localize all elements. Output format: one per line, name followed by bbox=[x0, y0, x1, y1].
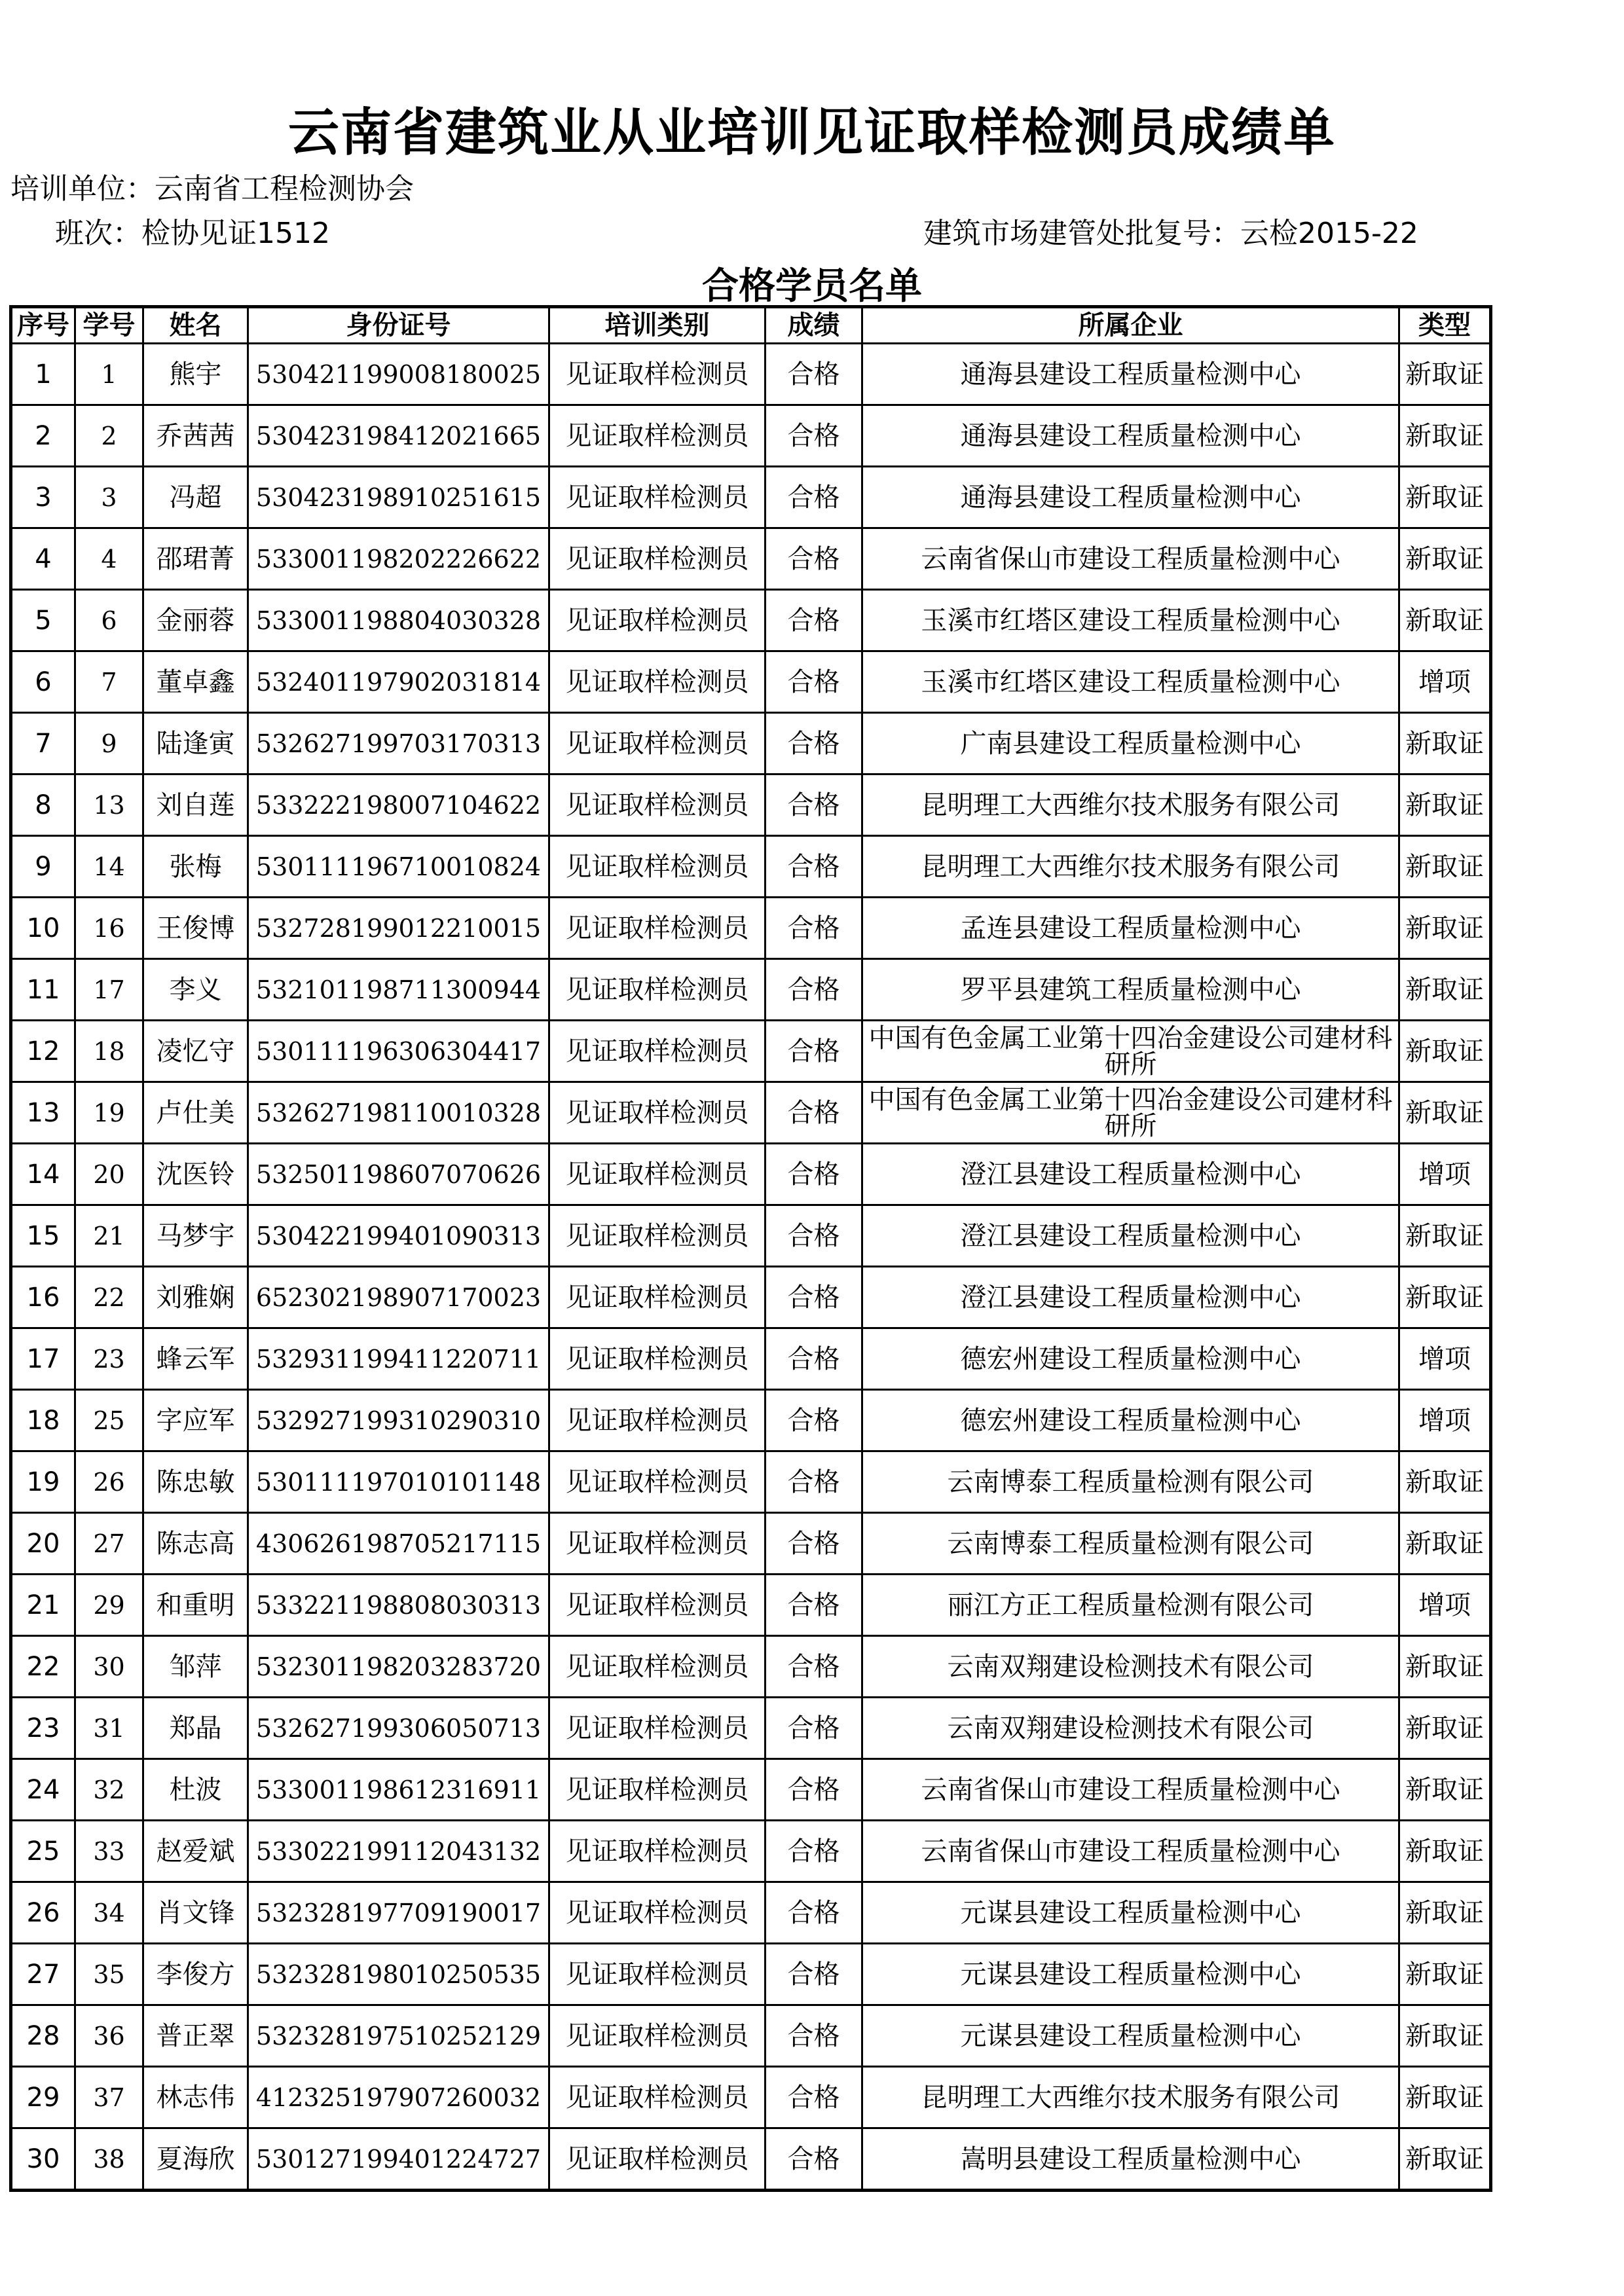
cell-score: 合格 bbox=[766, 405, 862, 467]
cell-student-no: 36 bbox=[75, 2005, 143, 2067]
cell-company: 德宏州建设工程质量检测中心 bbox=[862, 1390, 1399, 1451]
cell-id-number: 533022199112043132 bbox=[248, 1821, 549, 1882]
cell-training-type: 见证取样检测员 bbox=[549, 590, 766, 651]
cell-score: 合格 bbox=[766, 1205, 862, 1267]
cell-category: 新取证 bbox=[1399, 713, 1491, 774]
cell-id-number: 533221198808030313 bbox=[248, 1575, 549, 1636]
cell-id-number: 412325197907260032 bbox=[248, 2067, 549, 2128]
cell-student-no: 16 bbox=[75, 898, 143, 959]
cell-training-type: 见证取样检测员 bbox=[549, 2067, 766, 2128]
cell-score: 合格 bbox=[766, 528, 862, 590]
cell-id-number: 530422199401090313 bbox=[248, 1205, 549, 1267]
cell-index: 30 bbox=[11, 2128, 75, 2191]
cell-index: 14 bbox=[11, 1144, 75, 1205]
col-header-name: 姓名 bbox=[143, 307, 248, 344]
table-header-row bbox=[11, 307, 1491, 344]
cell-company: 元谋县建设工程质量检测中心 bbox=[862, 1944, 1399, 2005]
cell-category: 新取证 bbox=[1399, 528, 1491, 590]
cell-student-no: 3 bbox=[75, 467, 143, 528]
cell-index: 6 bbox=[11, 651, 75, 713]
cell-training-type: 见证取样检测员 bbox=[549, 1882, 766, 1944]
cell-score: 合格 bbox=[766, 836, 862, 898]
table-row bbox=[11, 1759, 1491, 1821]
cell-id-number: 532328197510252129 bbox=[248, 2005, 549, 2067]
table-row bbox=[11, 2067, 1491, 2128]
cell-score: 合格 bbox=[766, 774, 862, 836]
cell-category: 新取证 bbox=[1399, 1636, 1491, 1698]
cell-training-type: 见证取样检测员 bbox=[549, 1821, 766, 1882]
table-row bbox=[11, 1944, 1491, 2005]
cell-index: 25 bbox=[11, 1821, 75, 1882]
cell-id-number: 532627199306050713 bbox=[248, 1698, 549, 1759]
cell-training-type: 见证取样检测员 bbox=[549, 1328, 766, 1390]
cell-training-type: 见证取样检测员 bbox=[549, 1267, 766, 1328]
cell-index: 16 bbox=[11, 1267, 75, 1328]
cell-id-number: 532927199310290310 bbox=[248, 1390, 549, 1451]
cell-company: 玉溪市红塔区建设工程质量检测中心 bbox=[862, 590, 1399, 651]
table-row bbox=[11, 344, 1491, 405]
cell-company: 澄江县建设工程质量检测中心 bbox=[862, 1205, 1399, 1267]
cell-index: 7 bbox=[11, 713, 75, 774]
cell-id-number: 532501198607070626 bbox=[248, 1144, 549, 1205]
cell-category: 新取证 bbox=[1399, 1451, 1491, 1513]
results-table bbox=[9, 305, 1492, 2192]
col-header-category: 类型 bbox=[1399, 307, 1491, 344]
table-row bbox=[11, 1636, 1491, 1698]
cell-index: 2 bbox=[11, 405, 75, 467]
cell-category: 新取证 bbox=[1399, 1759, 1491, 1821]
cell-id-number: 533222198007104622 bbox=[248, 774, 549, 836]
cell-training-type: 见证取样检测员 bbox=[549, 467, 766, 528]
cell-training-type: 见证取样检测员 bbox=[549, 1451, 766, 1513]
table-row bbox=[11, 1451, 1491, 1513]
cell-company: 云南双翔建设检测技术有限公司 bbox=[862, 1636, 1399, 1698]
cell-name: 普正翠 bbox=[143, 2005, 248, 2067]
cell-training-type: 见证取样检测员 bbox=[549, 1082, 766, 1144]
cell-id-number: 532328197709190017 bbox=[248, 1882, 549, 1944]
cell-student-no: 1 bbox=[75, 344, 143, 405]
cell-index: 3 bbox=[11, 467, 75, 528]
cell-category: 新取证 bbox=[1399, 959, 1491, 1021]
cell-name: 陈忠敏 bbox=[143, 1451, 248, 1513]
col-header-index: 序号 bbox=[11, 307, 75, 344]
cell-id-number: 532627198110010328 bbox=[248, 1082, 549, 1144]
cell-score: 合格 bbox=[766, 2067, 862, 2128]
cell-index: 27 bbox=[11, 1944, 75, 2005]
cell-name: 陈志高 bbox=[143, 1513, 248, 1575]
table-row bbox=[11, 1082, 1491, 1144]
cell-company: 孟连县建设工程质量检测中心 bbox=[862, 898, 1399, 959]
cell-id-number: 532301198203283720 bbox=[248, 1636, 549, 1698]
cell-index: 12 bbox=[11, 1021, 75, 1082]
cell-name: 刘自莲 bbox=[143, 774, 248, 836]
table-row bbox=[11, 1205, 1491, 1267]
cell-id-number: 530421199008180025 bbox=[248, 344, 549, 405]
cell-company: 广南县建设工程质量检测中心 bbox=[862, 713, 1399, 774]
cell-student-no: 27 bbox=[75, 1513, 143, 1575]
cell-index: 9 bbox=[11, 836, 75, 898]
cell-id-number: 532328198010250535 bbox=[248, 1944, 549, 2005]
cell-category: 新取证 bbox=[1399, 1267, 1491, 1328]
cell-category: 增项 bbox=[1399, 1390, 1491, 1451]
col-header-score: 成绩 bbox=[766, 307, 862, 344]
cell-student-no: 14 bbox=[75, 836, 143, 898]
cell-score: 合格 bbox=[766, 651, 862, 713]
cell-score: 合格 bbox=[766, 1882, 862, 1944]
cell-id-number: 530111196710010824 bbox=[248, 836, 549, 898]
cell-score: 合格 bbox=[766, 1575, 862, 1636]
cell-score: 合格 bbox=[766, 1636, 862, 1698]
cell-company: 通海县建设工程质量检测中心 bbox=[862, 405, 1399, 467]
cell-category: 新取证 bbox=[1399, 1821, 1491, 1882]
cell-score: 合格 bbox=[766, 2005, 862, 2067]
list-subtitle: 合格学员名单 bbox=[702, 265, 922, 308]
cell-student-no: 7 bbox=[75, 651, 143, 713]
cell-name: 李俊方 bbox=[143, 1944, 248, 2005]
cell-index: 17 bbox=[11, 1328, 75, 1390]
cell-training-type: 见证取样检测员 bbox=[549, 1698, 766, 1759]
cell-company: 元谋县建设工程质量检测中心 bbox=[862, 1882, 1399, 1944]
cell-name: 夏海欣 bbox=[143, 2128, 248, 2191]
table-row bbox=[11, 1328, 1491, 1390]
cell-category: 新取证 bbox=[1399, 590, 1491, 651]
table-row bbox=[11, 467, 1491, 528]
cell-category: 新取证 bbox=[1399, 1698, 1491, 1759]
cell-name: 和重明 bbox=[143, 1575, 248, 1636]
cell-company: 昆明理工大西维尔技术服务有限公司 bbox=[862, 2067, 1399, 2128]
table-row bbox=[11, 774, 1491, 836]
cell-score: 合格 bbox=[766, 1267, 862, 1328]
cell-company: 昆明理工大西维尔技术服务有限公司 bbox=[862, 774, 1399, 836]
cell-name: 林志伟 bbox=[143, 2067, 248, 2128]
cell-training-type: 见证取样检测员 bbox=[549, 836, 766, 898]
cell-category: 新取证 bbox=[1399, 774, 1491, 836]
cell-training-type: 见证取样检测员 bbox=[549, 344, 766, 405]
cell-student-no: 18 bbox=[75, 1021, 143, 1082]
cell-score: 合格 bbox=[766, 1821, 862, 1882]
cell-index: 10 bbox=[11, 898, 75, 959]
cell-score: 合格 bbox=[766, 713, 862, 774]
cell-name: 李义 bbox=[143, 959, 248, 1021]
cell-id-number: 532728199012210015 bbox=[248, 898, 549, 959]
cell-score: 合格 bbox=[766, 590, 862, 651]
cell-training-type: 见证取样检测员 bbox=[549, 1205, 766, 1267]
cell-student-no: 26 bbox=[75, 1451, 143, 1513]
cell-category: 新取证 bbox=[1399, 898, 1491, 959]
training-unit: 培训单位：云南省工程检测协会 bbox=[10, 172, 414, 206]
cell-name: 邵珺菁 bbox=[143, 528, 248, 590]
table-row bbox=[11, 836, 1491, 898]
cell-index: 19 bbox=[11, 1451, 75, 1513]
cell-category: 新取证 bbox=[1399, 467, 1491, 528]
table-row bbox=[11, 898, 1491, 959]
cell-student-no: 4 bbox=[75, 528, 143, 590]
cell-category: 新取证 bbox=[1399, 1882, 1491, 1944]
cell-student-no: 9 bbox=[75, 713, 143, 774]
table-row bbox=[11, 713, 1491, 774]
cell-id-number: 652302198907170023 bbox=[248, 1267, 549, 1328]
cell-student-no: 23 bbox=[75, 1328, 143, 1390]
cell-score: 合格 bbox=[766, 1698, 862, 1759]
cell-name: 肖文锋 bbox=[143, 1882, 248, 1944]
cell-score: 合格 bbox=[766, 1390, 862, 1451]
cell-company: 丽江方正工程质量检测有限公司 bbox=[862, 1575, 1399, 1636]
cell-score: 合格 bbox=[766, 959, 862, 1021]
cell-student-no: 31 bbox=[75, 1698, 143, 1759]
cell-training-type: 见证取样检测员 bbox=[549, 959, 766, 1021]
cell-name: 马梦宇 bbox=[143, 1205, 248, 1267]
cell-score: 合格 bbox=[766, 1328, 862, 1390]
cell-index: 4 bbox=[11, 528, 75, 590]
class-info: 班次：检协见证1512 bbox=[55, 217, 330, 250]
cell-id-number: 532101198711300944 bbox=[248, 959, 549, 1021]
cell-training-type: 见证取样检测员 bbox=[549, 713, 766, 774]
cell-company: 中国有色金属工业第十四冶金建设公司建材科研所 bbox=[862, 1021, 1399, 1082]
cell-name: 邹萍 bbox=[143, 1636, 248, 1698]
cell-index: 29 bbox=[11, 2067, 75, 2128]
cell-index: 1 bbox=[11, 344, 75, 405]
cell-name: 熊宇 bbox=[143, 344, 248, 405]
cell-index: 24 bbox=[11, 1759, 75, 1821]
cell-training-type: 见证取样检测员 bbox=[549, 898, 766, 959]
cell-student-no: 13 bbox=[75, 774, 143, 836]
cell-student-no: 21 bbox=[75, 1205, 143, 1267]
cell-id-number: 532627199703170313 bbox=[248, 713, 549, 774]
cell-training-type: 见证取样检测员 bbox=[549, 651, 766, 713]
cell-name: 乔茜茜 bbox=[143, 405, 248, 467]
cell-name: 字应军 bbox=[143, 1390, 248, 1451]
cell-company: 澄江县建设工程质量检测中心 bbox=[862, 1267, 1399, 1328]
cell-id-number: 530127199401224727 bbox=[248, 2128, 549, 2191]
cell-training-type: 见证取样检测员 bbox=[549, 405, 766, 467]
table-row bbox=[11, 651, 1491, 713]
cell-training-type: 见证取样检测员 bbox=[549, 1944, 766, 2005]
cell-company: 昆明理工大西维尔技术服务有限公司 bbox=[862, 836, 1399, 898]
cell-index: 5 bbox=[11, 590, 75, 651]
cell-category: 新取证 bbox=[1399, 2128, 1491, 2191]
cell-index: 22 bbox=[11, 1636, 75, 1698]
table-row bbox=[11, 1882, 1491, 1944]
cell-category: 新取证 bbox=[1399, 1944, 1491, 2005]
cell-category: 增项 bbox=[1399, 651, 1491, 713]
cell-category: 新取证 bbox=[1399, 405, 1491, 467]
cell-student-no: 6 bbox=[75, 590, 143, 651]
cell-id-number: 530111196306304417 bbox=[248, 1021, 549, 1082]
cell-company: 罗平县建筑工程质量检测中心 bbox=[862, 959, 1399, 1021]
cell-index: 13 bbox=[11, 1082, 75, 1144]
cell-company: 嵩明县建设工程质量检测中心 bbox=[862, 2128, 1399, 2191]
cell-student-no: 17 bbox=[75, 959, 143, 1021]
cell-student-no: 32 bbox=[75, 1759, 143, 1821]
col-header-company: 所属企业 bbox=[862, 307, 1399, 344]
cell-student-no: 22 bbox=[75, 1267, 143, 1328]
cell-category: 增项 bbox=[1399, 1144, 1491, 1205]
cell-name: 杜波 bbox=[143, 1759, 248, 1821]
cell-training-type: 见证取样检测员 bbox=[549, 2005, 766, 2067]
cell-training-type: 见证取样检测员 bbox=[549, 1144, 766, 1205]
cell-name: 赵爱斌 bbox=[143, 1821, 248, 1882]
table-row bbox=[11, 1821, 1491, 1882]
cell-training-type: 见证取样检测员 bbox=[549, 774, 766, 836]
table-row bbox=[11, 405, 1491, 467]
cell-category: 新取证 bbox=[1399, 2067, 1491, 2128]
page-title: 云南省建筑业从业培训见证取样检测员成绩单 bbox=[287, 103, 1336, 162]
cell-company: 德宏州建设工程质量检测中心 bbox=[862, 1328, 1399, 1390]
cell-company: 云南省保山市建设工程质量检测中心 bbox=[862, 528, 1399, 590]
cell-student-no: 19 bbox=[75, 1082, 143, 1144]
cell-category: 新取证 bbox=[1399, 2005, 1491, 2067]
cell-training-type: 见证取样检测员 bbox=[549, 1759, 766, 1821]
cell-name: 沈医铃 bbox=[143, 1144, 248, 1205]
cell-category: 增项 bbox=[1399, 1575, 1491, 1636]
cell-index: 28 bbox=[11, 2005, 75, 2067]
cell-student-no: 20 bbox=[75, 1144, 143, 1205]
cell-id-number: 532401197902031814 bbox=[248, 651, 549, 713]
cell-company: 云南双翔建设检测技术有限公司 bbox=[862, 1698, 1399, 1759]
cell-index: 8 bbox=[11, 774, 75, 836]
cell-score: 合格 bbox=[766, 1451, 862, 1513]
cell-student-no: 2 bbox=[75, 405, 143, 467]
cell-name: 王俊博 bbox=[143, 898, 248, 959]
table-row bbox=[11, 2005, 1491, 2067]
cell-student-no: 37 bbox=[75, 2067, 143, 2128]
cell-name: 刘雅娴 bbox=[143, 1267, 248, 1328]
cell-student-no: 29 bbox=[75, 1575, 143, 1636]
cell-student-no: 34 bbox=[75, 1882, 143, 1944]
cell-training-type: 见证取样检测员 bbox=[549, 1021, 766, 1082]
cell-id-number: 430626198705217115 bbox=[248, 1513, 549, 1575]
cell-score: 合格 bbox=[766, 344, 862, 405]
cell-score: 合格 bbox=[766, 467, 862, 528]
cell-company: 云南博泰工程质量检测有限公司 bbox=[862, 1513, 1399, 1575]
cell-training-type: 见证取样检测员 bbox=[549, 2128, 766, 2191]
cell-id-number: 532931199411220711 bbox=[248, 1328, 549, 1390]
cell-student-no: 25 bbox=[75, 1390, 143, 1451]
cell-company: 通海县建设工程质量检测中心 bbox=[862, 467, 1399, 528]
cell-company: 云南省保山市建设工程质量检测中心 bbox=[862, 1821, 1399, 1882]
cell-index: 11 bbox=[11, 959, 75, 1021]
cell-category: 新取证 bbox=[1399, 1021, 1491, 1082]
table-row bbox=[11, 590, 1491, 651]
table-row bbox=[11, 1575, 1491, 1636]
cell-training-type: 见证取样检测员 bbox=[549, 1390, 766, 1451]
cell-name: 冯超 bbox=[143, 467, 248, 528]
cell-training-type: 见证取样检测员 bbox=[549, 1513, 766, 1575]
cell-category: 新取证 bbox=[1399, 344, 1491, 405]
cell-name: 蜂云军 bbox=[143, 1328, 248, 1390]
cell-student-no: 30 bbox=[75, 1636, 143, 1698]
table-row bbox=[11, 528, 1491, 590]
cell-name: 卢仕美 bbox=[143, 1082, 248, 1144]
cell-id-number: 533001198202226622 bbox=[248, 528, 549, 590]
cell-index: 20 bbox=[11, 1513, 75, 1575]
cell-name: 董卓鑫 bbox=[143, 651, 248, 713]
cell-id-number: 530111197010101148 bbox=[248, 1451, 549, 1513]
cell-category: 新取证 bbox=[1399, 1205, 1491, 1267]
cell-company: 澄江县建设工程质量检测中心 bbox=[862, 1144, 1399, 1205]
cell-name: 陆逢寅 bbox=[143, 713, 248, 774]
table-row bbox=[11, 1698, 1491, 1759]
cell-company: 云南省保山市建设工程质量检测中心 bbox=[862, 1759, 1399, 1821]
cell-name: 郑晶 bbox=[143, 1698, 248, 1759]
cell-score: 合格 bbox=[766, 1082, 862, 1144]
cell-index: 21 bbox=[11, 1575, 75, 1636]
cell-training-type: 见证取样检测员 bbox=[549, 1575, 766, 1636]
cell-company: 中国有色金属工业第十四冶金建设公司建材科研所 bbox=[862, 1082, 1399, 1144]
cell-name: 凌忆守 bbox=[143, 1021, 248, 1082]
col-header-student-no: 学号 bbox=[75, 307, 143, 344]
approval-number: 建筑市场建管处批复号：云检2015-22 bbox=[923, 217, 1418, 250]
cell-score: 合格 bbox=[766, 1144, 862, 1205]
cell-category: 新取证 bbox=[1399, 1513, 1491, 1575]
cell-category: 新取证 bbox=[1399, 836, 1491, 898]
cell-score: 合格 bbox=[766, 1944, 862, 2005]
cell-name: 张梅 bbox=[143, 836, 248, 898]
cell-company: 通海县建设工程质量检测中心 bbox=[862, 344, 1399, 405]
cell-company: 元谋县建设工程质量检测中心 bbox=[862, 2005, 1399, 2067]
cell-training-type: 见证取样检测员 bbox=[549, 1636, 766, 1698]
col-header-training-type: 培训类别 bbox=[549, 307, 766, 344]
table-row bbox=[11, 1513, 1491, 1575]
table-row bbox=[11, 1390, 1491, 1451]
cell-score: 合格 bbox=[766, 2128, 862, 2191]
table-row bbox=[11, 1021, 1491, 1082]
cell-score: 合格 bbox=[766, 898, 862, 959]
cell-training-type: 见证取样检测员 bbox=[549, 528, 766, 590]
cell-category: 增项 bbox=[1399, 1328, 1491, 1390]
cell-index: 15 bbox=[11, 1205, 75, 1267]
cell-id-number: 533001198804030328 bbox=[248, 590, 549, 651]
cell-name: 金丽蓉 bbox=[143, 590, 248, 651]
cell-index: 26 bbox=[11, 1882, 75, 1944]
col-header-id-number: 身份证号 bbox=[248, 307, 549, 344]
table-row bbox=[11, 2128, 1491, 2191]
cell-company: 玉溪市红塔区建设工程质量检测中心 bbox=[862, 651, 1399, 713]
cell-score: 合格 bbox=[766, 1021, 862, 1082]
cell-id-number: 533001198612316911 bbox=[248, 1759, 549, 1821]
cell-id-number: 530423198910251615 bbox=[248, 467, 549, 528]
cell-score: 合格 bbox=[766, 1513, 862, 1575]
cell-student-no: 35 bbox=[75, 1944, 143, 2005]
table-row bbox=[11, 1267, 1491, 1328]
cell-score: 合格 bbox=[766, 1759, 862, 1821]
cell-index: 23 bbox=[11, 1698, 75, 1759]
cell-student-no: 33 bbox=[75, 1821, 143, 1882]
cell-id-number: 530423198412021665 bbox=[248, 405, 549, 467]
table-row bbox=[11, 959, 1491, 1021]
cell-category: 新取证 bbox=[1399, 1082, 1491, 1144]
cell-index: 18 bbox=[11, 1390, 75, 1451]
cell-company: 云南博泰工程质量检测有限公司 bbox=[862, 1451, 1399, 1513]
table-row bbox=[11, 1144, 1491, 1205]
cell-student-no: 38 bbox=[75, 2128, 143, 2191]
